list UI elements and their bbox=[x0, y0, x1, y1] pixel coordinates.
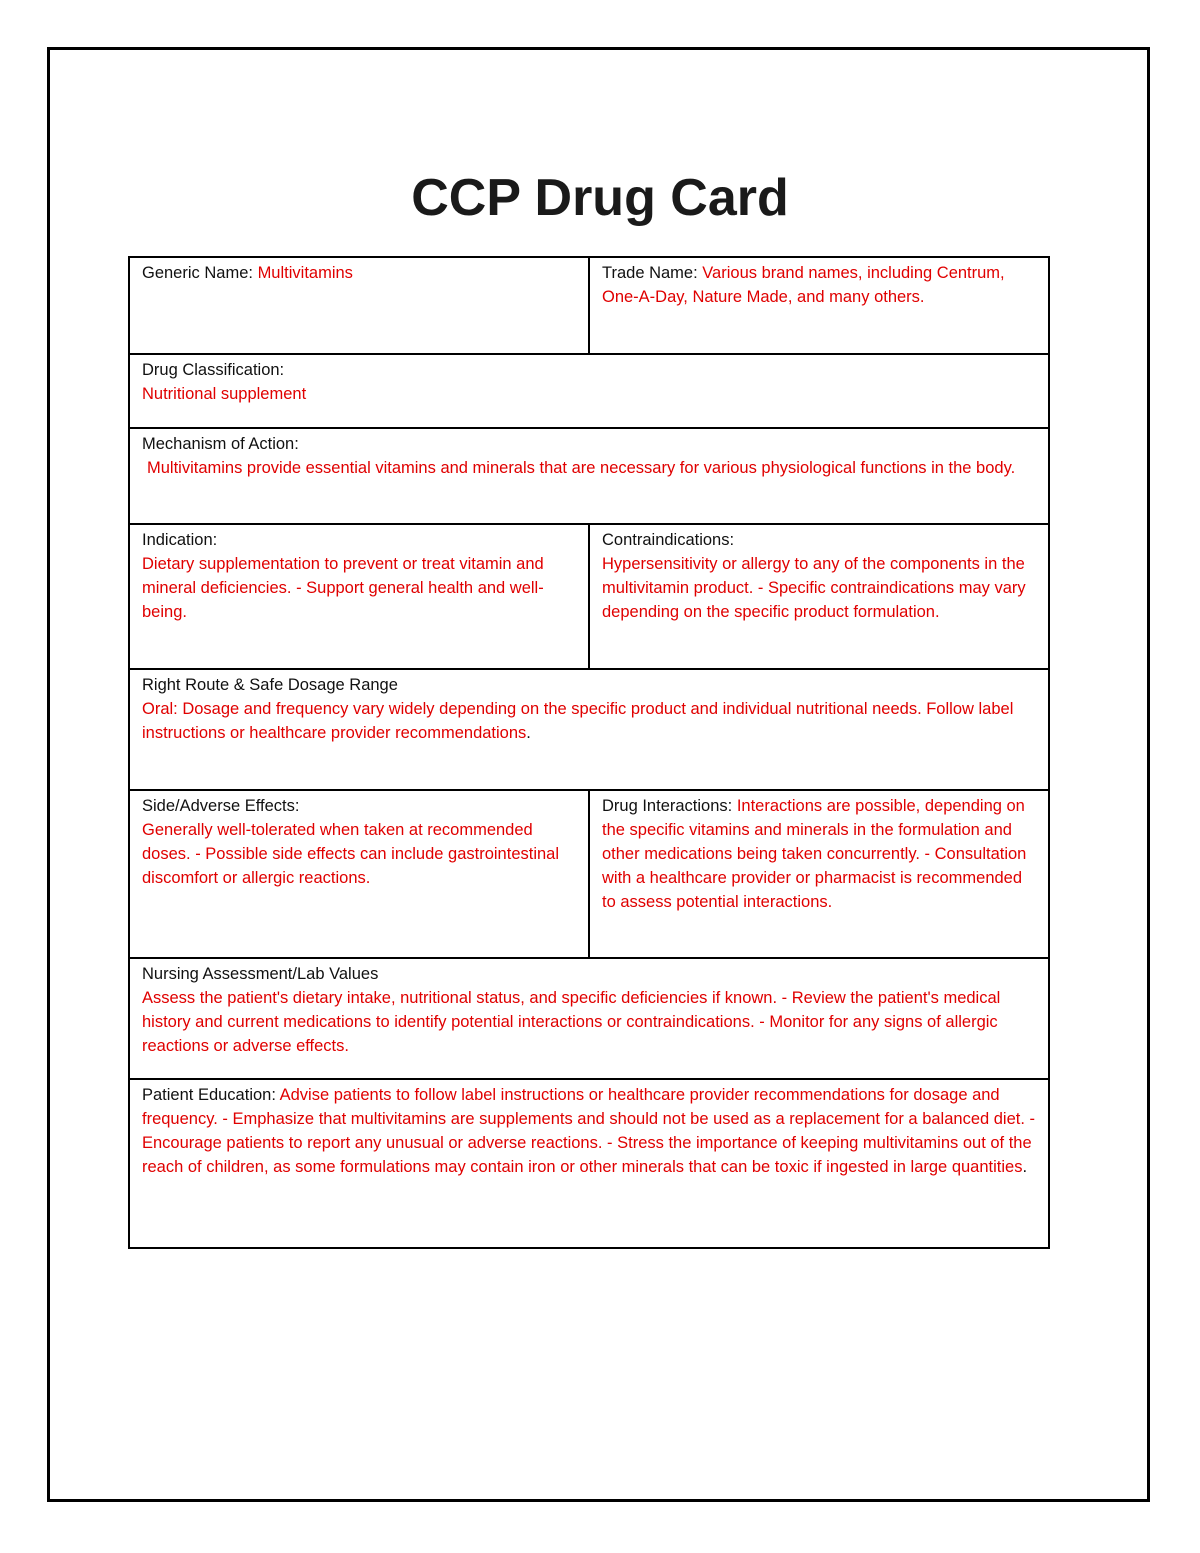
row-nursing-assessment bbox=[129, 958, 1049, 1079]
drug-classification-label: Drug Classification: bbox=[142, 361, 285, 379]
trade-name-cell bbox=[589, 257, 1049, 354]
route-dosage-end-mark: . bbox=[526, 724, 531, 742]
side-effects-cell bbox=[129, 790, 589, 958]
indication-label: Indication: bbox=[142, 531, 218, 549]
nursing-assessment-cell bbox=[129, 958, 1049, 1079]
trade-name-value: Various brand names, including Centrum, One-A-Day, Nature Made, and many others. bbox=[602, 264, 1005, 306]
route-dosage-label: Right Route & Safe Dosage Range bbox=[142, 676, 398, 694]
row-classification bbox=[129, 354, 1049, 428]
drug-interactions-value: Interactions are possible, depending on the specific vitamins and minerals in the formulation and other medications being taken concurrently. - Consultation with a healthcare provider or pharmacist is recommended to assess potential interactions. bbox=[602, 797, 1027, 911]
generic-name-label: Generic Name: bbox=[142, 264, 253, 282]
trade-name-label: Trade Name: bbox=[602, 264, 698, 282]
mechanism-of-action-label: Mechanism of Action: bbox=[142, 435, 299, 453]
drug-interactions-cell bbox=[589, 790, 1049, 958]
contraindications-value: Hypersensitivity or allergy to any of the components in the multivitamin product. - Specific contraindications may vary depending on the specific product formulation. bbox=[602, 555, 1026, 621]
indication-cell bbox=[129, 524, 589, 669]
contraindications-cell bbox=[589, 524, 1049, 669]
patient-education-end-mark: . bbox=[1022, 1158, 1028, 1176]
mechanism-of-action-cell bbox=[129, 428, 1049, 524]
row-indications bbox=[129, 524, 1049, 669]
generic-name-cell bbox=[129, 257, 589, 354]
route-dosage-value: Oral: Dosage and frequency vary widely depending on the specific product and individual nutritional needs. Follow label instructions or healthcare provider recommendations bbox=[142, 700, 1014, 742]
nursing-assessment-value: Assess the patient's dietary intake, nutritional status, and specific deficiencies if known. - Review the patient's medical history and current medications to identify potential interactions or contraindications. - Monitor for any signs of allergic reactions or adverse effects. bbox=[142, 989, 1001, 1055]
row-names bbox=[129, 257, 1049, 354]
row-route-dosage bbox=[129, 669, 1049, 790]
side-effects-label: Side/Adverse Effects: bbox=[142, 797, 300, 815]
route-dosage-cell bbox=[129, 669, 1049, 790]
drug-classification-cell bbox=[129, 354, 1049, 428]
drug-classification-value: Nutritional supplement bbox=[142, 385, 307, 403]
patient-education-value: Advise patients to follow label instructions or healthcare provider recommendations for dosage and frequency. - Emphasize that multivitamins are supplements and should not be used as a replacement for a balanced diet. - Encourage patients to report any unusual or adverse reactions. - Stress the importance of keeping multivitamins out of the reach of children, as some formulations may contain iron or other minerals that can be toxic if ingested in large quantities bbox=[142, 1086, 1036, 1176]
row-patient-education bbox=[129, 1079, 1049, 1248]
generic-name-value: Multivitamins bbox=[257, 264, 353, 282]
page-title: CCP Drug Card bbox=[411, 169, 789, 227]
side-effects-value: Generally well-tolerated when taken at recommended doses. - Possible side effects can include gastrointestinal discomfort or allergic reactions. bbox=[142, 821, 560, 887]
indication-value: Dietary supplementation to prevent or treat vitamin and mineral deficiencies. - Support general health and well-being. bbox=[142, 555, 544, 621]
drug-interactions-label: Drug Interactions: bbox=[602, 797, 733, 815]
row-effects-interactions bbox=[129, 790, 1049, 958]
mechanism-of-action-value: Multivitamins provide essential vitamins and minerals that are necessary for various physiological functions in the body. bbox=[147, 459, 1016, 477]
nursing-assessment-label: Nursing Assessment/Lab Values bbox=[142, 965, 379, 983]
patient-education-label: Patient Education: bbox=[142, 1086, 276, 1104]
contraindications-label: Contraindications: bbox=[602, 531, 735, 549]
drug-card-table bbox=[128, 256, 1050, 1249]
row-mechanism bbox=[129, 428, 1049, 524]
patient-education-cell bbox=[129, 1079, 1049, 1248]
